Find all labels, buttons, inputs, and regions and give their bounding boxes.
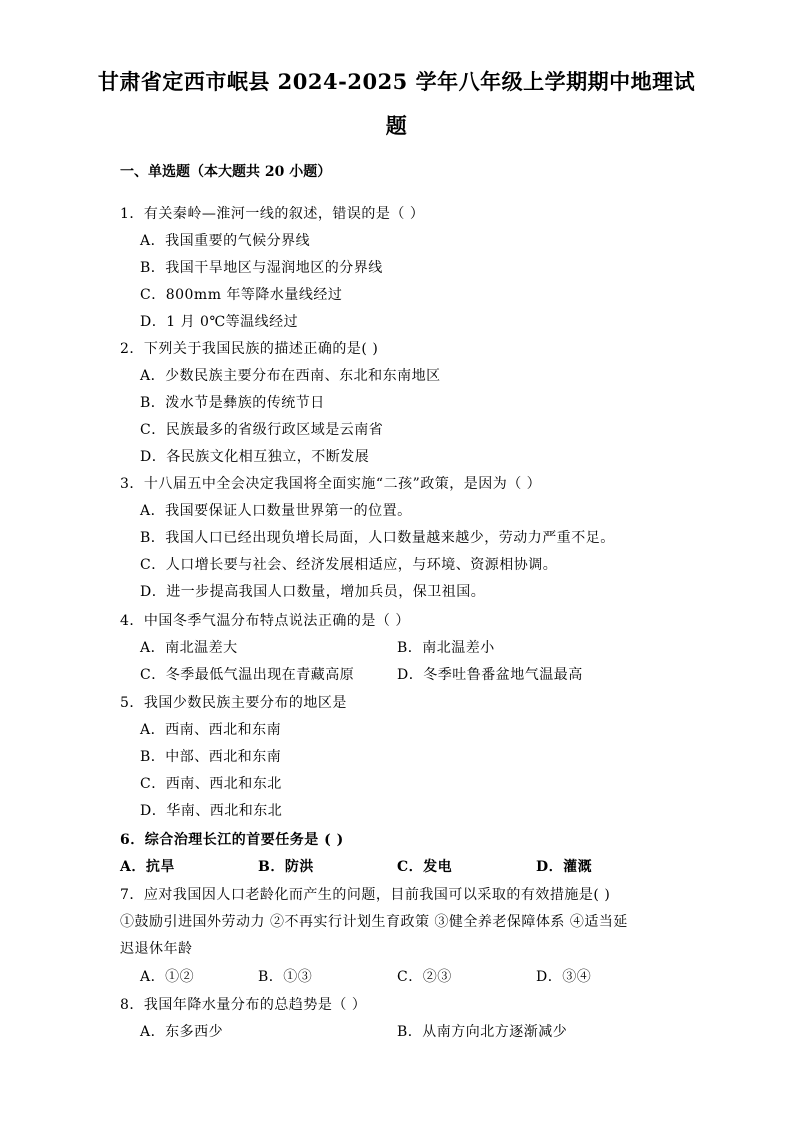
question-3-option-b: B．我国人口已经出现负增长局面，人口数量越来越少，劳动力严重不足。 bbox=[140, 530, 615, 546]
question-5-option-c: C．西南、西北和东北 bbox=[140, 776, 282, 792]
question-7-option-a: A．①② bbox=[140, 969, 195, 985]
question-7-statements-cont: 迟退休年龄 bbox=[120, 941, 193, 957]
question-6-option-d: D．灌溉 bbox=[536, 859, 593, 875]
question-3-option-d: D．进一步提高我国人口数量，增加兵员，保卫祖国。 bbox=[140, 584, 486, 600]
question-5-option-d: D．华南、西北和东北 bbox=[140, 803, 283, 819]
question-4-option-a: A．南北温差大 bbox=[140, 640, 238, 656]
question-3-option-c: C．人口增长要与社会、经济发展相适应，与环境、资源相协调。 bbox=[140, 557, 558, 573]
question-7-option-d: D．③④ bbox=[536, 969, 592, 985]
question-7-option-b: B．①③ bbox=[258, 969, 313, 985]
question-2-option-a: A．少数民族主要分布在西南、东北和东南地区 bbox=[140, 368, 441, 384]
question-3-stem: 3．十八届五中全会决定我国将全面实施“二孩”政策，是因为（ ） bbox=[120, 476, 542, 492]
question-5-option-a: A．西南、西北和东南 bbox=[140, 722, 282, 738]
question-8-option-b: B．从南方向北方逐渐减少 bbox=[397, 1024, 568, 1040]
question-4-option-c: C．冬季最低气温出现在青藏高原 bbox=[140, 667, 355, 683]
question-7-option-c: C．②③ bbox=[397, 969, 452, 985]
question-4-option-b: B．南北温差小 bbox=[397, 640, 495, 656]
question-2-option-c: C．民族最多的省级行政区域是云南省 bbox=[140, 422, 384, 438]
question-2-option-d: D．各民族文化相互独立，不断发展 bbox=[140, 449, 370, 465]
question-1-option-b: B．我国干旱地区与湿润地区的分界线 bbox=[140, 260, 383, 276]
question-2-option-b: B．泼水节是彝族的传统节日 bbox=[140, 395, 325, 411]
question-4-stem: 4．中国冬季气温分布特点说法正确的是（ ） bbox=[120, 613, 410, 629]
question-6-option-a: A．抗旱 bbox=[120, 859, 175, 875]
question-5-stem: 5．我国少数民族主要分布的地区是 bbox=[120, 695, 347, 711]
section-heading: 一、单选题（本大题共 20 小题） bbox=[120, 164, 332, 180]
question-4-option-d: D．冬季吐鲁番盆地气温最高 bbox=[397, 667, 583, 683]
question-1-stem: 1．有关秦岭—淮河一线的叙述，错误的是（ ） bbox=[120, 206, 425, 222]
question-8-option-a: A．东多西少 bbox=[140, 1024, 224, 1040]
question-6-option-c: C．发电 bbox=[397, 859, 453, 875]
question-1-option-c: C．800mm 年等降水量线经过 bbox=[140, 287, 343, 303]
question-2-stem: 2．下列关于我国民族的描述正确的是( ) bbox=[120, 341, 379, 357]
question-6-stem: 6．综合治理长江的首要任务是 ( ) bbox=[120, 832, 344, 848]
question-7-stem: 7．应对我国因人口老龄化而产生的问题，目前我国可以采取的有效措施是( ) bbox=[120, 887, 611, 903]
question-7-statements: ①鼓励引进国外劳动力 ②不再实行计划生育政策 ③健全养老保障体系 ④适当延 bbox=[120, 914, 628, 930]
question-1-option-d: D．1 月 0℃等温线经过 bbox=[140, 314, 299, 330]
document-title-line2: 题 bbox=[385, 113, 408, 138]
question-5-option-b: B．中部、西北和东南 bbox=[140, 749, 282, 765]
question-1-option-a: A．我国重要的气候分界线 bbox=[140, 233, 311, 249]
question-3-option-a: A．我国要保证人口数量世界第一的位置。 bbox=[140, 503, 412, 519]
question-8-stem: 8．我国年降水量分布的总趋势是（ ） bbox=[120, 997, 367, 1013]
document-title-line1: 甘肃省定西市岷县 2024-2025 学年八年级上学期期中地理试 bbox=[97, 69, 696, 94]
question-6-option-b: B．防洪 bbox=[258, 859, 314, 875]
